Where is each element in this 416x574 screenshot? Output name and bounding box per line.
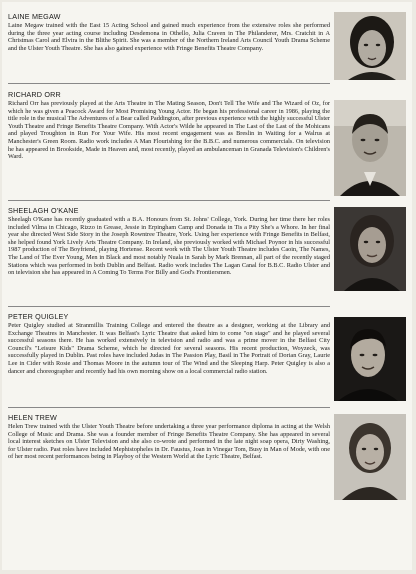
portrait-laine-megaw bbox=[334, 12, 406, 80]
divider bbox=[8, 200, 330, 201]
bio-richard-orr bbox=[8, 90, 330, 161]
bio-text: Laine Megaw trained with the East 15 Acting School and gained much experience from the extensive roles she performed during the three year acting course including Desdemona in Othello, Julia Craven in The Philanderer, Mrs. Cratchit in A Christmas Carol and Elvira in the Blithe Spirit. She was a member of the Northern Ireland Arts Council Youth Drama Scheme and the Ulster Youth Theatre. She has also gained experience with Fringe Benefits Theatre Company. bbox=[8, 22, 330, 52]
bio-laine-megaw bbox=[8, 12, 330, 52]
bio-text: Sheelagh O'Kane has recently graduated with a B.A. Honours from St. Johns' College, York. During her time there her roles included Vilma in Chicago, Rizzo in Grease, Jessie in Erpingham Camp and Donada in Tis a Pity She's a Whore. In her final year she directed West Side Story in the Joseph Rowntree Theatre, York. Using her experience with Fringe Benefits in Belfast, she helped found York Lively Arts Theatre Company. In Ireland, she previously worked with Michael Poynor in his successful 1987 production of The Boyfriend, playing Hortense. Recent work with The Ulster Youth Theatre includes Caoin, The Names, The Land of The Ever Young, Men in Black and most notably Nuala in Sarah by Mark Brennan, all part of the recently staged Stations which was performed in both Dublin and Belfast. Radio work includes The Lagan Canal for B.B.C. Radio Ulster and on television she has appeared in A Coming To Terms For Billy and God's Frontiersmen. bbox=[8, 216, 330, 277]
programme-page bbox=[2, 2, 412, 570]
divider bbox=[8, 83, 330, 84]
bio-peter-quigley bbox=[8, 312, 330, 375]
bio-name: PETER QUIGLEY bbox=[8, 312, 69, 321]
bio-name: SHEELAGH O'KANE bbox=[8, 206, 79, 215]
portrait-sheelagh-okane bbox=[334, 207, 406, 291]
bio-sheelagh-okane bbox=[8, 206, 330, 277]
divider bbox=[8, 306, 330, 307]
portrait-richard-orr bbox=[334, 100, 406, 196]
bio-name: RICHARD ORR bbox=[8, 90, 61, 99]
bio-text: Richard Orr has previously played at the Arts Theatre in The Mating Season, Don't Tell The Wife and The Wizard of Oz, for which he was given a Peacock Award for Most Promising Young Actor. He began his professional career in 1986, playing the title role in the musical The Adventures of a Bear called Paddington, after previous experience with the highly successful Ulster Youth Theatre and Fringe Benefits Theatre Company. With Actor's Wilde he appeared in The Last of the Last of the Mohicans and played Troughton in Run For Your Wife. His most recent engagement was as Breslin in Waiting for a Walrus at Manchester's Green Room. Radio work includes A Man Flourishing for the B.B.C. and numerous commercials. On television he has appeared in Brookside, Made in Heaven and, most recently, played an ambulanceman in Granada Television's Children's Ward. bbox=[8, 100, 330, 161]
portrait-helen-trew bbox=[334, 414, 406, 500]
bio-helen-trew bbox=[8, 413, 330, 461]
bio-name: LAINE MEGAW bbox=[8, 12, 61, 21]
bio-text: Helen Trew trained with the Ulster Youth Theatre before undertaking a three year performance diploma in acting at the Welsh College of Music and Drama. She was a founder member of Fringe Benefits Theatre Company. She has appeared in several local interest sketches on Ulster Television and she also co-wrote and performed in the late night soap opera, Dirty Washing, for Ulster radio. Past roles have included Mephistopheles in Dr. Faustus, Joan in Vinegar Tom, Busy in Man of Mode, with one of her most recent performances being in Playboy of the Western World at the Lyric Theatre, Belfast. bbox=[8, 423, 330, 461]
divider bbox=[8, 407, 330, 408]
bio-text: Peter Quigley studied at Stranmillis Training College and entered the theatre as a designer, working at the Library and Exchange Theatres in Manchester. It was Belfast's Lyric Theatre that asked him to come "on stage" and he played several successful seasons there. He has worked extensively in television and radio and was a prime mover in the Belfast City Council's "Leisure Kids" Drama Scheme, which he directed for several seasons. His recent production, Woyzeck, was successfully played in Dublin. Past roles have included Judas in The Passion Play, Basil in The Portrait of Dorian Gray, Laurie Lee in Cider with Rosie and Thomas Moore in the autumn tour of The Wind and the Sleeping Harp. Peter Quigley is also a dancer and choreographer and recently had his own morning show on a local commercial radio station. bbox=[8, 322, 330, 375]
portrait-peter-quigley bbox=[334, 317, 406, 401]
bio-name: HELEN TREW bbox=[8, 413, 57, 422]
